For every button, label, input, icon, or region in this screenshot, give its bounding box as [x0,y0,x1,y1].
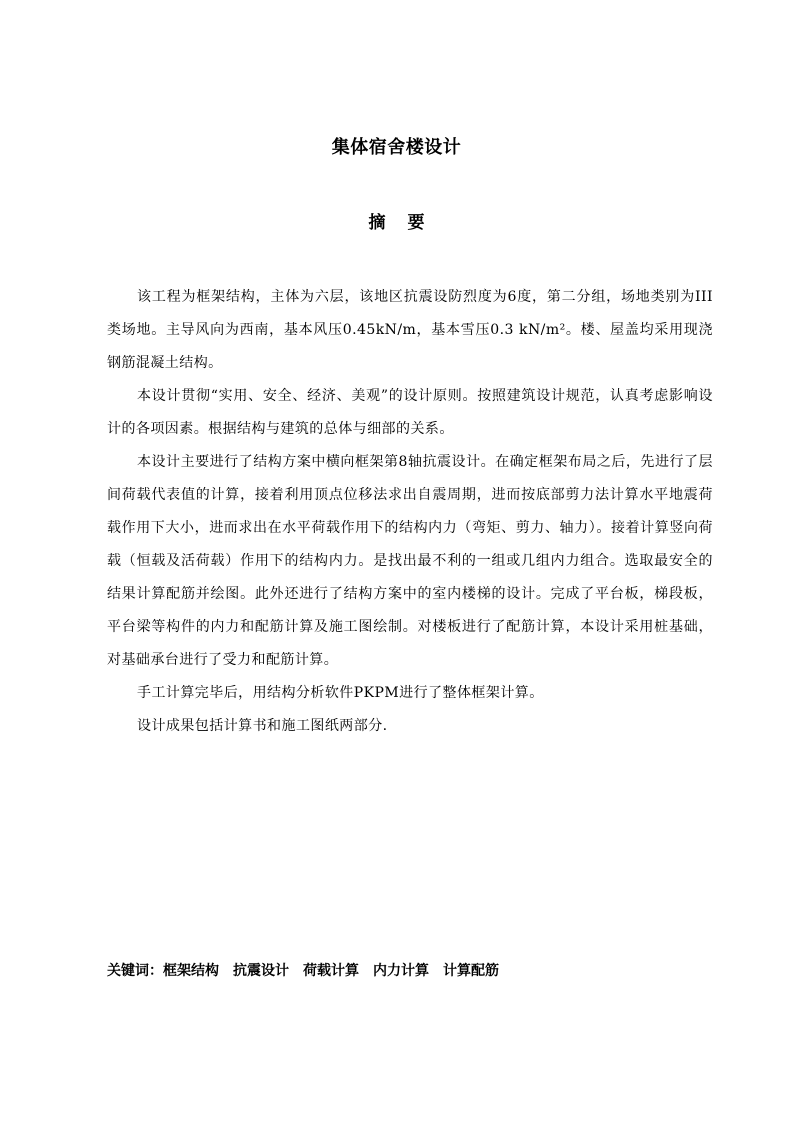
keyword-item: 框架结构 [163,963,219,979]
keyword-item: 荷载计算 [303,963,359,979]
abstract-heading: 摘要 [368,213,447,233]
abstract-paragraph-3: 本设计主要进行了结构方案中横向框架第8轴抗震设计。在确定框架布局之后，先进行了层间荷载代表值的计算，接着利用顶点位移法求出自震周期，进而按底部剪力法计算水平地震荷载作用下大小，进而求出在水平荷载作用下的结构内力（弯矩、剪力、轴力）。接着计算竖向荷载（恒载及活荷载）作用下的结构内力。是找出最不利的一组或几组内力组合。选取最安全的结果计算配筋并绘图。此外还进行了结构方案中的室内楼梯的设计。完成了平台板，梯段板，平台梁等构件的内力和配筋计算及施工图绘制。对楼板进行了配筋计算，本设计采用桩基础，对基础承台进行了受力和配筋计算。 [107,454,713,668]
abstract-paragraph-5: 设计成果包括计算书和施工图纸两部分. [137,718,388,734]
abstract-paragraph-2: 本设计贯彻“实用、安全、经济、美观”的设计原则。按照建筑设计规范，认真考虑影响设计的各项因素。根据结构与建筑的总体与细部的关系。 [107,388,713,437]
abstract-paragraph-1: 该工程为框架结构，主体为六层，该地区抗震设防烈度为6度，第二分组，场地类别为III 类场地。主导风向为西南，基本风压0.45kN/m，基本雪压0.3 kN/m²。楼、屋盖均采用现浇钢筋混凝土结构。 [107,289,713,371]
abstract-body [107,281,713,743]
keywords-label: 关键词： [107,963,163,979]
page-title: 集体宿舍楼设计 [331,137,462,158]
abstract-paragraph-4: 手工计算完毕后，用结构分析软件PKPM进行了整体框架计算。 [137,685,544,701]
keywords-line [107,958,713,984]
keyword-item: 内力计算 [373,963,429,979]
keyword-item: 抗震设计 [233,963,289,979]
keyword-item: 计算配筋 [443,963,499,979]
